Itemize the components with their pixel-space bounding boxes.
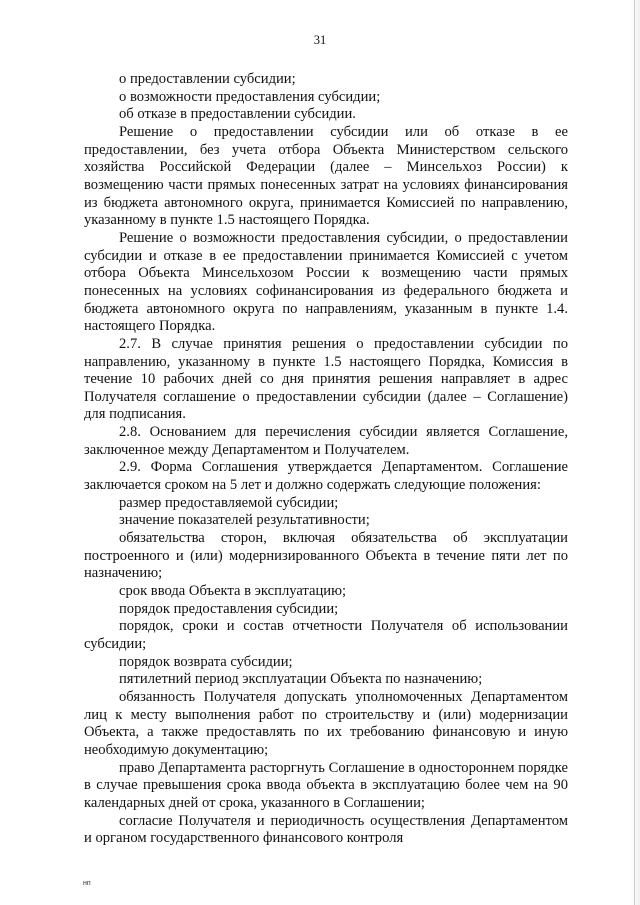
paragraph: срок ввода Объекта в эксплуатацию; xyxy=(119,583,347,600)
document-body xyxy=(84,71,568,848)
page-number: 31 xyxy=(313,33,327,47)
paragraph: пятилетний период эксплуатации Объекта по назначению; xyxy=(119,671,483,688)
footer-mark: нп xyxy=(83,880,91,887)
paragraph: обязательства сторон, включая обязательства об эксплуатации построенного и (или) модернизированного Объекта в течение пяти лет по назначению; xyxy=(84,530,568,582)
paragraph: Решение о возможности предоставления субсидии, о предоставлении субсидии и отказе в ее предоставлении принимается Комиссией с учетом отбора Объекта Минсельхозом России к возмещению части прямых понесенных на условиях софинансирования из федерального бюджета и бюджета автономного округа по направлениям, указанным в пункте 1.4. настоящего Порядка. xyxy=(84,229,568,335)
paragraph: об отказе в предоставлении субсидии. xyxy=(119,106,356,123)
paragraph: порядок возврата субсидии; xyxy=(119,653,293,670)
paragraph: порядок предоставления субсидии; xyxy=(119,600,339,617)
paragraph: значение показателей результативности; xyxy=(119,512,370,529)
paragraph: Решение о предоставлении субсидии или об отказе в ее предоставлении, без учета отбора Объекта Министерством сельского хозяйства Российской Федерации (далее – Минсельхоз России) к возмещению части прямых понесенных затрат на условиях финансирования из бюджета автономного округа, принимается Комиссией по направлению, указанному в пункте 1.5 настоящего Порядка. xyxy=(84,123,568,229)
paragraph: о предоставлении субсидии; xyxy=(119,71,296,87)
paragraph: 2.7. В случае принятия решения о предоставлении субсидии по направлению, указанному в пункте 1.5 настоящего Порядка, Комиссия в течение 10 рабочих дней со дня принятия решения направляет в адрес Получателя соглашение о предоставлении субсидии (далее – Соглашение) для подписания. xyxy=(84,335,568,423)
paragraph: размер предоставляемой субсидии; xyxy=(119,494,339,511)
scan-edge-shadow xyxy=(630,0,640,905)
paragraph: согласие Получателя и периодичность осуществления Департаментом и органом государственного финансового контроля xyxy=(84,812,568,847)
paragraph: обязанность Получателя допускать уполномоченных Департаментом лиц к месту выполнения работ по строительству и (или) модернизации Объекта, а также предоставлять по их требованию финансовую и иную необходимую документацию; xyxy=(84,688,568,758)
paragraph: порядок, сроки и состав отчетности Получателя об использовании субсидии; xyxy=(84,618,568,652)
scan-edge-line xyxy=(634,0,635,905)
paragraph: 2.9. Форма Соглашения утверждается Департаментом. Соглашение заключается сроком на 5 лет и должно содержать следующие положения: xyxy=(84,459,568,494)
paragraph: право Департамента расторгнуть Соглашение в одностороннем порядке в случае превышения срока ввода объекта в эксплуатацию более чем на 90 календарных дней от срока, указанного в Соглашении; xyxy=(84,759,568,811)
paragraph: 2.8. Основанием для перечисления субсидии является Соглашение, заключенное между Департаментом и Получателем. xyxy=(84,424,568,458)
paragraph: о возможности предоставления субсидии; xyxy=(119,88,381,105)
